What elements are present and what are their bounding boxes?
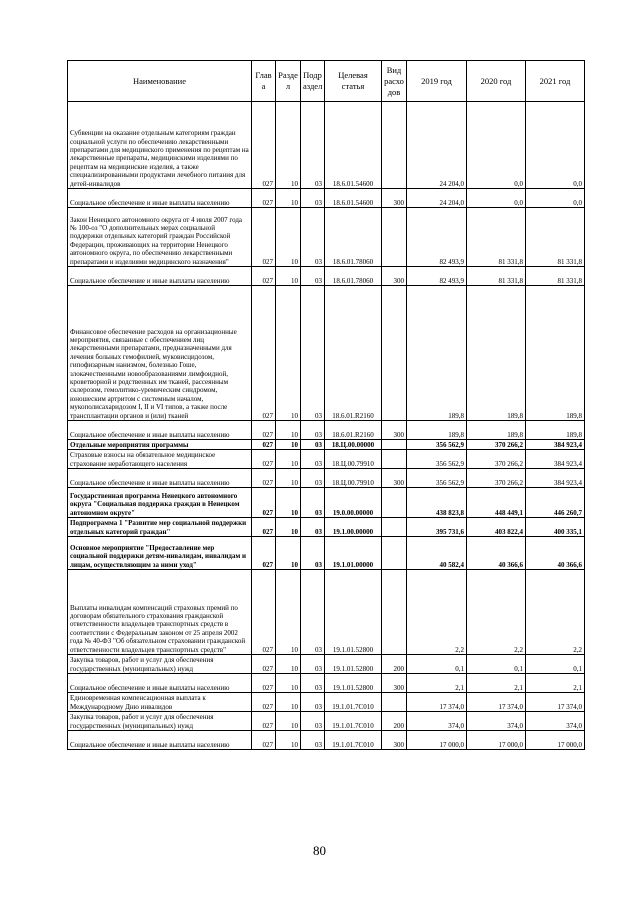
row-chapter: 027: [252, 712, 276, 731]
table-row: [68, 208, 585, 267]
row-value-2020: 2,2: [467, 570, 526, 655]
row-value-2019: 17 374,0: [407, 693, 467, 712]
table-row: [68, 693, 585, 712]
row-subsection: 03: [301, 450, 325, 469]
row-expense-type: 200: [382, 712, 407, 731]
row-subsection: 03: [301, 518, 325, 537]
row-target-article: 18.6.01.R2160: [325, 286, 382, 421]
row-target-article: 19.1.01.00000: [325, 537, 382, 570]
row-target-article: 19.1.01.7С010: [325, 731, 382, 750]
row-value-2021: 17 374,0: [526, 693, 585, 712]
row-name: Отдельные мероприятия программы: [68, 440, 252, 450]
row-value-2019: 82 493,9: [407, 208, 467, 267]
row-subsection: 03: [301, 537, 325, 570]
table-row: [68, 537, 585, 570]
row-value-2021: 374,0: [526, 712, 585, 731]
row-target-article: 19.1.01.52800: [325, 674, 382, 693]
row-expense-type: [382, 102, 407, 189]
row-chapter: 027: [252, 693, 276, 712]
row-chapter: 027: [252, 208, 276, 267]
row-subsection: 03: [301, 189, 325, 208]
row-name: Социальное обеспечение и иные выплаты населению: [68, 267, 252, 286]
row-value-2021: 189,8: [526, 421, 585, 440]
row-value-2021: 2,2: [526, 570, 585, 655]
row-value-2020: 370 266,2: [467, 469, 526, 488]
row-chapter: 027: [252, 570, 276, 655]
row-chapter: 027: [252, 450, 276, 469]
row-subsection: 03: [301, 674, 325, 693]
row-section: 10: [276, 712, 301, 731]
table-row: [68, 488, 585, 518]
table-row: [68, 102, 585, 189]
row-subsection: 03: [301, 421, 325, 440]
row-expense-type: 300: [382, 421, 407, 440]
row-value-2021: 2,1: [526, 674, 585, 693]
row-name: Социальное обеспечение и иные выплаты населению: [68, 421, 252, 440]
row-subsection: 03: [301, 655, 325, 674]
col-header-section: Разде л: [276, 61, 301, 102]
row-target-article: 18.6.01.78060: [325, 267, 382, 286]
row-name: Социальное обеспечение и иные выплаты населению: [68, 189, 252, 208]
row-expense-type: [382, 286, 407, 421]
row-value-2021: 384 923,4: [526, 440, 585, 450]
row-value-2019: 17 000,0: [407, 731, 467, 750]
col-header-subsection: Подр аздел: [301, 61, 325, 102]
row-target-article: 19.0.00.00000: [325, 488, 382, 518]
row-value-2020: 2,1: [467, 674, 526, 693]
row-value-2019: 82 493,9: [407, 267, 467, 286]
table-row: [68, 469, 585, 488]
table-row: [68, 421, 585, 440]
row-name: Закон Ненецкого автономного округа от 4 июля 2007 года № 100-оз "О дополнительных мерах социальной поддержки отдельных категорий граждан Российской Федерации, проживающих на территории Ненецкого автономного округа, по обеспечению лекарственными препаратами и изделиями медицинского назначения": [68, 208, 252, 267]
row-section: 10: [276, 655, 301, 674]
row-target-article: 19.1.01.52800: [325, 570, 382, 655]
row-chapter: 027: [252, 731, 276, 750]
row-subsection: 03: [301, 488, 325, 518]
row-name: Социальное обеспечение и иные выплаты населению: [68, 674, 252, 693]
row-chapter: 027: [252, 488, 276, 518]
table-row: [68, 518, 585, 537]
row-value-2019: 24 204,0: [407, 189, 467, 208]
row-section: 10: [276, 267, 301, 286]
table-row: [68, 440, 585, 450]
row-value-2020: 40 366,6: [467, 537, 526, 570]
row-section: 10: [276, 450, 301, 469]
row-value-2019: 2,1: [407, 674, 467, 693]
row-expense-type: [382, 208, 407, 267]
row-expense-type: [382, 693, 407, 712]
row-name: Государственная программа Ненецкого автономного округа "Социальная поддержка граждан в Ненецком автономном округе": [68, 488, 252, 518]
row-value-2020: 374,0: [467, 712, 526, 731]
row-value-2020: 189,8: [467, 421, 526, 440]
row-section: 10: [276, 537, 301, 570]
row-value-2019: 356 562,9: [407, 469, 467, 488]
col-header-2021: 2021 год: [526, 61, 585, 102]
row-value-2021: 0,0: [526, 189, 585, 208]
row-target-article: 18.6.01.54600: [325, 189, 382, 208]
row-value-2020: 81 331,8: [467, 267, 526, 286]
table-row: [68, 286, 585, 421]
row-section: 10: [276, 731, 301, 750]
row-value-2021: 446 260,7: [526, 488, 585, 518]
table-body: [68, 102, 585, 750]
row-name: Субвенции на оказание отдельным категориям граждан социальной услуги по обеспечению лекарственными препаратами для медицинского применения по рецептам на лекарственные препараты, медицинскими изделиями по рецептам на медицинские изделия, а также специализированными продуктами лечебного питания для детей-инвалидов: [68, 102, 252, 189]
col-header-2020: 2020 год: [467, 61, 526, 102]
row-subsection: 03: [301, 440, 325, 450]
row-value-2020: 0,0: [467, 102, 526, 189]
row-target-article: 18.Ц.00.00000: [325, 440, 382, 450]
row-chapter: 027: [252, 674, 276, 693]
col-header-chapter: Глав а: [252, 61, 276, 102]
row-expense-type: 300: [382, 731, 407, 750]
row-subsection: 03: [301, 267, 325, 286]
row-expense-type: 300: [382, 267, 407, 286]
row-value-2021: 0,1: [526, 655, 585, 674]
row-expense-type: 200: [382, 655, 407, 674]
row-value-2019: 0,1: [407, 655, 467, 674]
row-value-2021: 400 335,1: [526, 518, 585, 537]
row-name: Закупка товаров, работ и услуг для обеспечения государственных (муниципальных) нужд: [68, 712, 252, 731]
row-value-2021: 384 923,4: [526, 450, 585, 469]
row-section: 10: [276, 102, 301, 189]
row-chapter: 027: [252, 469, 276, 488]
table-row: [68, 674, 585, 693]
row-value-2020: 0,0: [467, 189, 526, 208]
table-row: [68, 570, 585, 655]
row-value-2021: 384 923,4: [526, 469, 585, 488]
row-subsection: 03: [301, 693, 325, 712]
col-header-expense-type: Вид расхо дов: [382, 61, 407, 102]
row-section: 10: [276, 469, 301, 488]
row-value-2019: 2,2: [407, 570, 467, 655]
row-value-2021: 40 366,6: [526, 537, 585, 570]
row-expense-type: [382, 537, 407, 570]
row-value-2019: 438 823,8: [407, 488, 467, 518]
row-target-article: 19.1.00.00000: [325, 518, 382, 537]
row-name: Выплаты инвалидам компенсаций страховых премий по договорам обязательного страхования гражданской ответственности владельцев транспортных средств в соответствии с Федеральным законом от 25 апреля 2002 года № 40-ФЗ "Об обязательном страховании гражданской ответственности владельцев транспортных средств": [68, 570, 252, 655]
row-chapter: 027: [252, 655, 276, 674]
table-row: [68, 450, 585, 469]
row-value-2020: 17 374,0: [467, 693, 526, 712]
row-value-2020: 189,8: [467, 286, 526, 421]
table-row: [68, 712, 585, 731]
row-section: 10: [276, 570, 301, 655]
row-value-2020: 403 822,4: [467, 518, 526, 537]
row-subsection: 03: [301, 712, 325, 731]
row-target-article: 19.1.01.7С010: [325, 693, 382, 712]
row-chapter: 027: [252, 286, 276, 421]
row-value-2020: 81 331,8: [467, 208, 526, 267]
row-subsection: 03: [301, 731, 325, 750]
row-value-2019: 356 562,9: [407, 450, 467, 469]
row-value-2020: 448 449,1: [467, 488, 526, 518]
col-header-target-article: Целевая статья: [325, 61, 382, 102]
row-section: 10: [276, 518, 301, 537]
row-target-article: 18.6.01.54600: [325, 102, 382, 189]
row-value-2019: 24 204,0: [407, 102, 467, 189]
row-chapter: 027: [252, 267, 276, 286]
row-value-2021: 189,8: [526, 286, 585, 421]
row-value-2019: 189,8: [407, 421, 467, 440]
row-subsection: 03: [301, 208, 325, 267]
row-section: 10: [276, 488, 301, 518]
row-section: 10: [276, 693, 301, 712]
row-subsection: 03: [301, 102, 325, 189]
table-row: [68, 655, 585, 674]
row-section: 10: [276, 189, 301, 208]
row-name: Закупка товаров, работ и услуг для обеспечения государственных (муниципальных) нужд: [68, 655, 252, 674]
row-subsection: 03: [301, 469, 325, 488]
row-subsection: 03: [301, 570, 325, 655]
row-value-2021: 0,0: [526, 102, 585, 189]
row-target-article: 18.6.01.R2160: [325, 421, 382, 440]
table-row: [68, 731, 585, 750]
row-value-2019: 189,8: [407, 286, 467, 421]
table-header-row: [68, 61, 585, 102]
row-value-2021: 81 331,8: [526, 208, 585, 267]
row-name: Основное мероприятие "Предоставление мер социальной поддержки детям-инвалидам, инвалидам и лицам, осуществляющим за ними уход": [68, 537, 252, 570]
row-expense-type: 300: [382, 469, 407, 488]
row-section: 10: [276, 421, 301, 440]
col-header-name: Наименование: [68, 61, 252, 102]
row-value-2021: 17 000,0: [526, 731, 585, 750]
table-row: [68, 189, 585, 208]
row-target-article: 18.Ц.00.79910: [325, 450, 382, 469]
row-value-2019: 395 731,6: [407, 518, 467, 537]
row-expense-type: [382, 570, 407, 655]
row-name: Единовременная компенсационная выплата к Международному Дню инвалидов: [68, 693, 252, 712]
row-value-2021: 81 331,8: [526, 267, 585, 286]
row-chapter: 027: [252, 440, 276, 450]
row-expense-type: 300: [382, 189, 407, 208]
row-name: Подпрограмма 1 "Развитие мер социальной поддержки отдельных категорий граждан": [68, 518, 252, 537]
row-chapter: 027: [252, 102, 276, 189]
row-value-2019: 356 562,9: [407, 440, 467, 450]
col-header-2019: 2019 год: [407, 61, 467, 102]
row-value-2019: 40 582,4: [407, 537, 467, 570]
row-expense-type: [382, 518, 407, 537]
row-expense-type: 300: [382, 674, 407, 693]
row-target-article: 18.Ц.00.79910: [325, 469, 382, 488]
row-expense-type: [382, 440, 407, 450]
page-number: 80: [313, 843, 326, 858]
row-section: 10: [276, 440, 301, 450]
row-name: Финансовое обеспечение расходов на организационные мероприятия, связанные с обеспечением лиц лекарственными препаратами, предназначенными для лечения больных гемофилией, муковисцидозом, гипофизарным нанизмом, болезнью Гоше, злокачественными новообразованиями лимфоидной, кроветворной и родственных им тканей, рассеянным склерозом, гемолитико-уремическим синдромом, юношеским артритом с системным началом, мукополисахаридозом I, II и VI типов, а также после трансплантации органов и (или) тканей: [68, 286, 252, 421]
row-section: 10: [276, 286, 301, 421]
row-target-article: 18.6.01.78060: [325, 208, 382, 267]
row-name: Социальное обеспечение и иные выплаты населению: [68, 469, 252, 488]
row-value-2020: 0,1: [467, 655, 526, 674]
row-chapter: 027: [252, 537, 276, 570]
row-section: 10: [276, 674, 301, 693]
budget-table: [67, 60, 585, 750]
row-chapter: 027: [252, 518, 276, 537]
row-chapter: 027: [252, 421, 276, 440]
row-value-2019: 374,0: [407, 712, 467, 731]
row-value-2020: 370 266,2: [467, 450, 526, 469]
row-expense-type: [382, 488, 407, 518]
row-subsection: 03: [301, 286, 325, 421]
row-chapter: 027: [252, 189, 276, 208]
row-value-2020: 17 000,0: [467, 731, 526, 750]
table-row: [68, 267, 585, 286]
row-target-article: 19.1.01.52800: [325, 655, 382, 674]
row-name: Социальное обеспечение и иные выплаты населению: [68, 731, 252, 750]
row-value-2020: 370 266,2: [467, 440, 526, 450]
row-section: 10: [276, 208, 301, 267]
row-name: Страховые взносы на обязательное медицинское страхование неработающего населения: [68, 450, 252, 469]
row-expense-type: [382, 450, 407, 469]
row-target-article: 19.1.01.7С010: [325, 712, 382, 731]
